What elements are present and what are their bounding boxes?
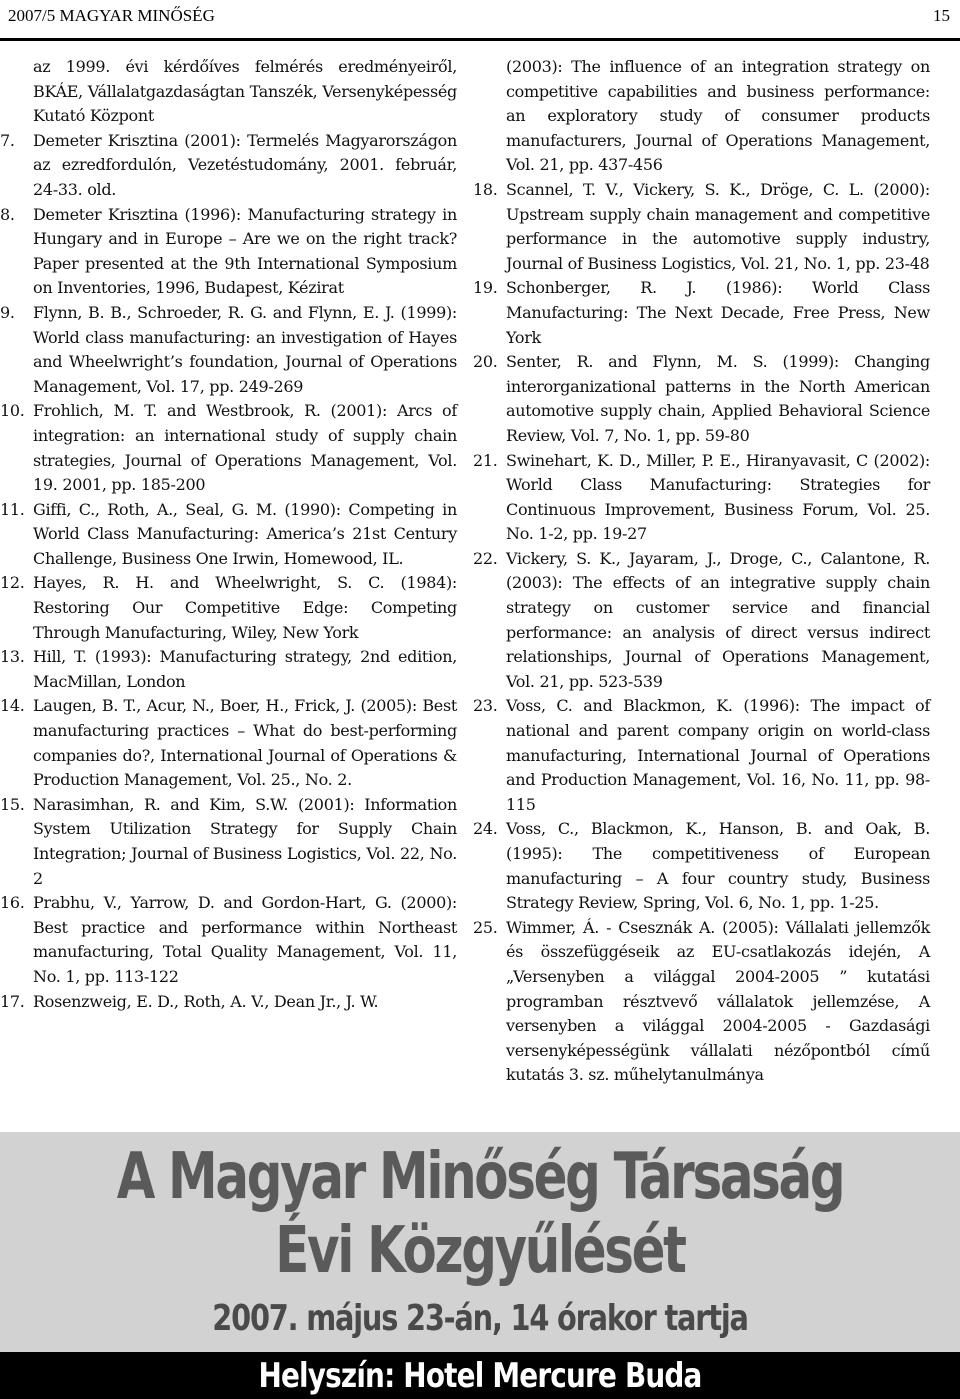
advert-title-line2: Évi Közgyűlését xyxy=(275,1214,685,1288)
reference-item xyxy=(0,694,457,792)
reference-text: az 1999. évi kérdőíves felmérés eredményeiről, BKÁE, Vállalatgazdaságtan Tanszék, Versenyképesség Kutató Központ xyxy=(33,57,457,126)
reference-text: Wimmer, Á. - Csesznák A. (2005): Vállalati jellemzők és összefüggéseik az EU-csatlakozás idején, A „Versenyben a világgal 2004-2005 ” kutatási programban résztvevő vállalatok jellemzése, A versenyben a világgal 2004-2005 - Gazdasági versenyképességünk vállalati nézőpontból című kutatás 3. sz. műhelytanulmánya xyxy=(506,917,930,1085)
reference-item xyxy=(0,571,457,645)
reference-number: 24. xyxy=(473,819,498,839)
reference-text: Hayes, R. H. and Wheelwright, S. C. (1984): Restoring Our Competitive Edge: Competing Through Manufacturing, Wiley, New York xyxy=(33,573,457,642)
reference-number: 21. xyxy=(473,450,498,470)
reference-number: 25. xyxy=(473,917,498,937)
advert-date: 2007. május 23-án, 14 órakor tartja xyxy=(212,1298,748,1339)
reference-text: Giffi, C., Roth, A., Seal, G. M. (1990): Competing in World Class Manufacturing: America’s 21st Century Challenge, Business One Irwin, Homewood, IL. xyxy=(33,499,457,568)
header-rule xyxy=(0,38,960,41)
reference-text: Voss, C. and Blackmon, K. (1996): The impact of national and parent company origin on world-class manufacturing, International Journal of Operations and Production Management, Vol. 16, No. 11, pp. 98-115 xyxy=(506,696,930,814)
reference-item xyxy=(33,55,457,129)
reference-number: 18. xyxy=(473,179,498,199)
reference-number: 20. xyxy=(473,352,498,372)
reference-item xyxy=(473,694,930,817)
reference-text: Hill, T. (1993): Manufacturing strategy, 2nd edition, MacMillan, London xyxy=(33,647,457,691)
reference-item xyxy=(473,817,930,915)
references-left-column xyxy=(0,55,457,1014)
page-number: 15 xyxy=(933,6,950,25)
reference-number: 10. xyxy=(0,401,25,421)
reference-text: Narasimhan, R. and Kim, S.W. (2001): Information System Utilization Strategy for Supply Chain Integration; Journal of Business Logistics, Vol. 22, No. 2 xyxy=(33,794,457,888)
reference-text: (2003): The influence of an integration strategy on competitive capabilities and business performance: an exploratory study of consumer products manufacturers, Journal of Operations Management, Vol. 21, pp. 437-456 xyxy=(506,57,930,175)
journal-issue: 2007/5 MAGYAR MINŐSÉG xyxy=(8,6,215,25)
reference-number: 8. xyxy=(0,204,15,224)
reference-item xyxy=(473,276,930,350)
reference-item xyxy=(0,301,457,399)
reference-number: 14. xyxy=(0,696,25,716)
reference-text: Prabhu, V., Yarrow, D. and Gordon-Hart, G. (2000): Best practice and performance within Northeast manufacturing, Total Quality Management, Vol. 11, No. 1, pp. 113-122 xyxy=(33,893,457,986)
reference-number: 7. xyxy=(0,130,15,150)
reference-item xyxy=(0,793,457,891)
reference-text: Scannel, T. V., Vickery, S. K., Dröge, C. L. (2000): Upstream supply chain management and competitive performance in the automotive supply industry, Journal of Business Logistics, Vol. 21, No. 1, pp. 23-48 xyxy=(506,179,930,273)
reference-text: Vickery, S. K., Jayaram, J., Droge, C., Calantone, R. (2003): The effects of an integrative supply chain strategy on customer service and financial performance: an analysis of direct versus indirect relationships, Journal of Operations Management, Vol. 21, pp. 523-539 xyxy=(506,548,930,691)
reference-number: 11. xyxy=(0,499,25,519)
reference-item xyxy=(473,178,930,276)
references-right-column xyxy=(473,55,930,1088)
reference-text: Flynn, B. B., Schroeder, R. G. and Flynn, E. J. (1999): World class manufacturing: an investigation of Hayes and Wheelwright’s foundation, Journal of Operations Management, Vol. 17, pp. 249-269 xyxy=(33,302,457,396)
reference-number: 17. xyxy=(0,991,25,1011)
reference-text: Frohlich, M. T. and Westbrook, R. (2001): Arcs of integration: an international study of supply chain strategies, Journal of Operations Management, Vol. 19. 2001, pp. 185-200 xyxy=(33,401,457,495)
page-header xyxy=(0,0,960,40)
reference-item xyxy=(0,203,457,301)
reference-number: 9. xyxy=(0,302,15,322)
reference-number: 16. xyxy=(0,893,25,913)
reference-text: Swinehart, K. D., Miller, P. E., Hiranyavasit, C (2002): World Class Manufacturing: Strategies for Continuous Improvement, Business Forum, Vol. 25. No. 1-2, pp. 19-27 xyxy=(506,450,930,544)
advert-venue: Helyszín: Hotel Mercure Buda xyxy=(258,1356,702,1396)
advert-title-line1: A Magyar Minőség Társaság xyxy=(116,1140,844,1214)
reference-text: Rosenzweig, E. D., Roth, A. V., Dean Jr., J. W. xyxy=(33,991,379,1011)
reference-item xyxy=(0,399,457,497)
reference-item xyxy=(473,916,930,1088)
reference-item xyxy=(0,891,457,989)
reference-item xyxy=(0,990,457,1015)
reference-text: Schonberger, R. J. (1986): World Class Manufacturing: The Next Decade, Free Press, New York xyxy=(506,278,930,347)
reference-number: 22. xyxy=(473,548,498,568)
reference-item xyxy=(473,547,930,695)
reference-number: 19. xyxy=(473,278,498,298)
reference-number: 13. xyxy=(0,647,25,667)
reference-number: 12. xyxy=(0,573,25,593)
reference-item xyxy=(506,55,930,178)
general-assembly-advert xyxy=(0,1132,960,1399)
reference-text: Senter, R. and Flynn, M. S. (1999): Changing interorganizational patterns in the North American automotive supply chain, Applied Behavioral Science Review, Vol. 7, No. 1, pp. 59-80 xyxy=(506,352,930,445)
reference-text: Voss, C., Blackmon, K., Hanson, B. and Oak, B. (1995): The competitiveness of European manufacturing – A four country study, Business Strategy Review, Spring, Vol. 6, No. 1, pp. 1-25. xyxy=(506,819,930,913)
reference-number: 23. xyxy=(473,696,498,716)
reference-item xyxy=(473,449,930,547)
reference-item xyxy=(0,498,457,572)
reference-number: 15. xyxy=(0,794,25,814)
reference-item xyxy=(473,350,930,448)
reference-item xyxy=(0,129,457,203)
reference-text: Laugen, B. T., Acur, N., Boer, H., Frick, J. (2005): Best manufacturing practices – What do best-performing companies do?, International Journal of Operations & Production Management, Vol. 25., No. 2. xyxy=(33,696,457,790)
reference-item xyxy=(0,645,457,694)
reference-text: Demeter Krisztina (1996): Manufacturing strategy in Hungary and in Europe – Are we on the right track? Paper presented at the 9th International Symposium on Inventories, 1996, Budapest, Kézirat xyxy=(33,204,457,298)
reference-text: Demeter Krisztina (2001): Termelés Magyarországon az ezredfordulón, Vezetéstudomány, 2001. február, 24-33. old. xyxy=(33,130,457,199)
